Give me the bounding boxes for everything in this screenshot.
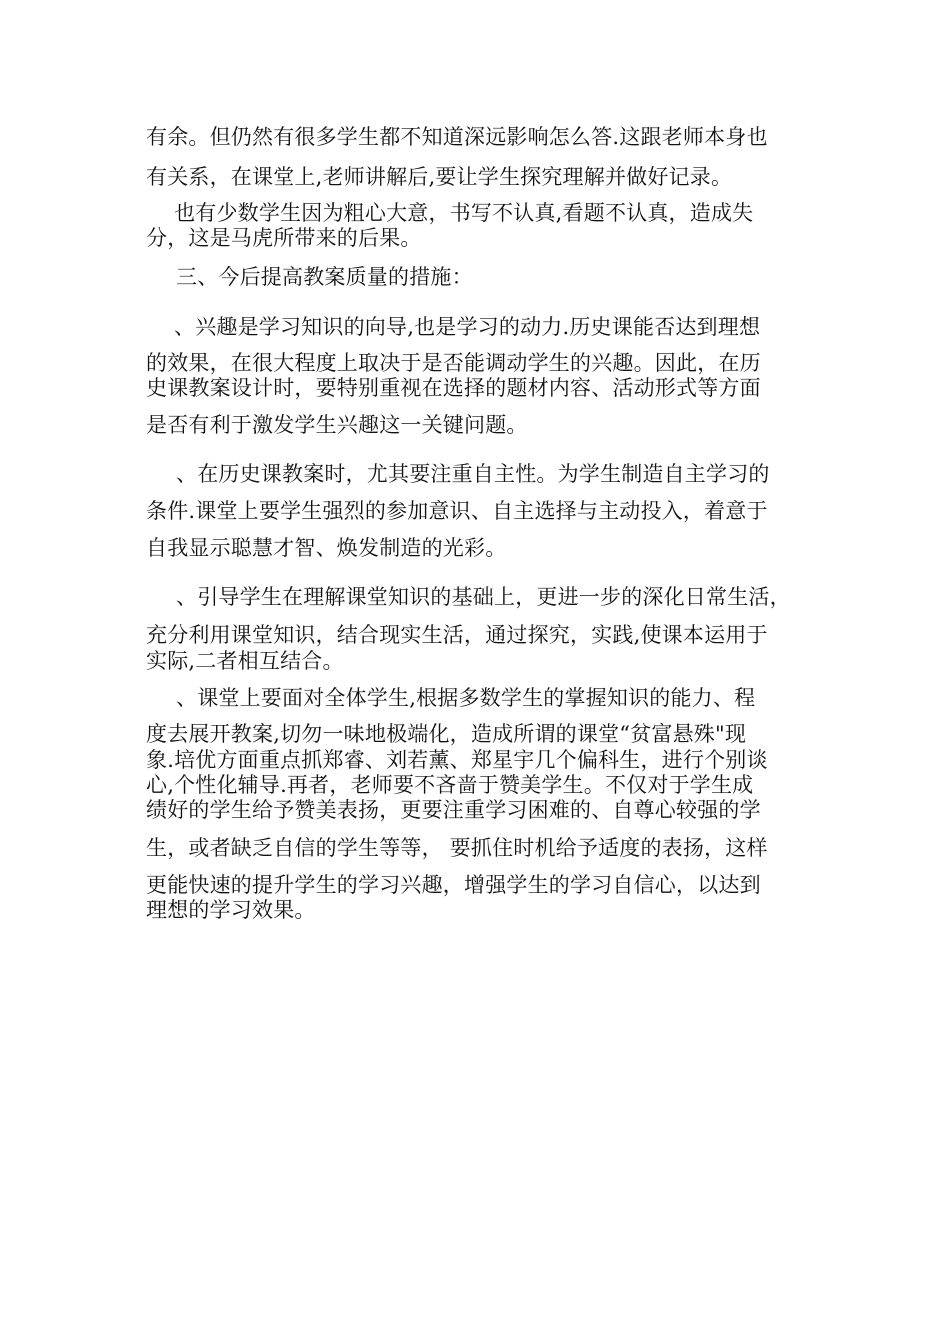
text-line: 度去展开教案,切勿一味地极端化，造成所谓的课堂“贫富悬殊"现: [146, 722, 747, 746]
text-line: 也有少数学生因为粗心大意，书写不认真,看题不认真，造成失: [146, 201, 754, 225]
text-line: 心,个性化辅导.再者，老师要不吝啬于赞美学生。不仅对于学生成: [146, 773, 754, 797]
text-line: 有余。但仍然有很多学生都不知道深远影响怎么答.这跟老师本身也: [146, 125, 768, 149]
text-line: 史课教案设计时，要特别重视在选择的题材内容、活动形式等方面: [146, 376, 761, 400]
text-line: 、课堂上要面对全体学生,根据多数学生的掌握知识的能力、程: [176, 686, 756, 710]
text-line: 、引导学生在理解课堂知识的基础上，更进一步的深化日常生活，: [176, 585, 791, 609]
text-line: 生，或者缺乏自信的学生等等， 要抓住时机给予适度的表扬，这样: [146, 836, 768, 860]
section-heading: 三、今后提高教案质量的措施：: [176, 265, 473, 289]
text-line: 象.培优方面重点抓郑睿、刘若薰、郑星宇几个偏科生，进行个别谈: [146, 748, 768, 772]
text-line: 理想的学习效果。: [146, 898, 316, 922]
text-line: 是否有利于激发学生兴趣这一关键问题。: [146, 413, 528, 437]
text-line: 自我显示聪慧才智、焕发制造的光彩。: [146, 536, 507, 560]
text-line: 更能快速的提升学生的学习兴趣，增强学生的学习自信心，以达到: [146, 873, 761, 897]
text-line: 绩好的学生给予赞美表扬，更要注重学习困难的、自尊心较强的学: [146, 798, 761, 822]
text-line: 分，这是马虎所带来的后果。: [146, 226, 422, 250]
text-line: 实际,二者相互结合。: [146, 649, 344, 673]
text-line: 有关系，在课堂上,老师讲解后,要让学生探究理解并做好记录。: [146, 165, 733, 189]
text-line: 、在历史课教案时，尤其要注重自主性。为学生制造自主学习的: [176, 462, 770, 486]
text-line: 条件.课堂上要学生强烈的参加意识、自主选择与主动投入，着意于: [146, 499, 768, 523]
text-line: 、兴趣是学习知识的向导,也是学习的动力.历史课能否达到理想: [174, 315, 761, 339]
text-line: 充分利用课堂知识，结合现实生活，通过探究，实践,使课本运用于: [146, 623, 768, 647]
text-line: 的效果，在很大程度上取决于是否能调动学生的兴趣。因此，在历: [146, 351, 761, 375]
